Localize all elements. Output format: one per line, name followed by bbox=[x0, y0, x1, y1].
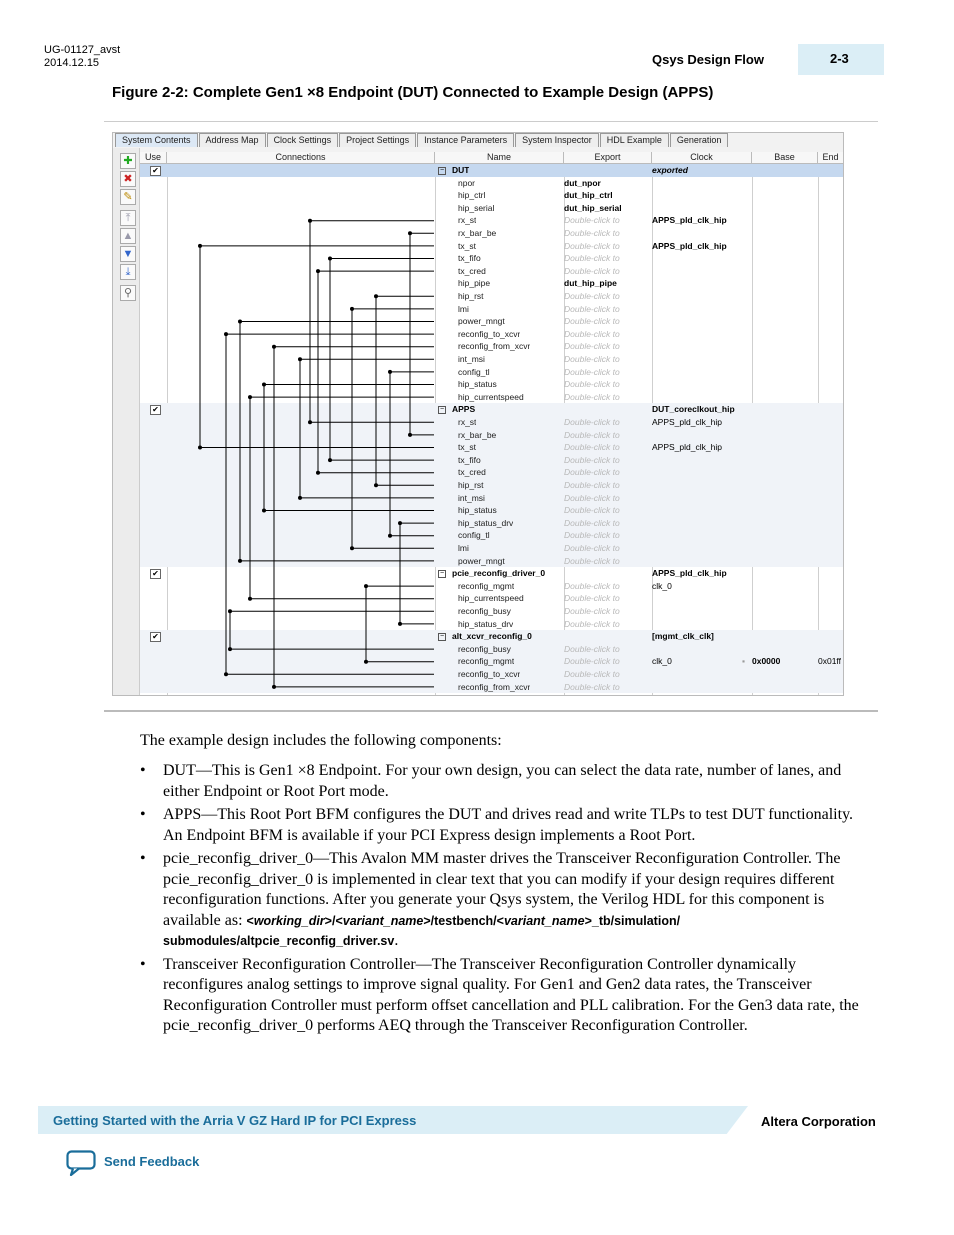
use-checkbox[interactable]: ✔ bbox=[150, 569, 161, 579]
edit-icon[interactable]: ✎ bbox=[120, 189, 136, 205]
connection-dot[interactable] bbox=[374, 483, 378, 487]
export-cell[interactable]: Double-click to bbox=[564, 366, 620, 377]
name-cell: hip_status bbox=[458, 505, 497, 516]
system-contents-table bbox=[140, 152, 843, 695]
export-cell[interactable]: dut_hip_ctrl bbox=[564, 190, 613, 201]
export-cell[interactable]: Double-click to bbox=[564, 517, 620, 528]
name-cell: power_mngt bbox=[458, 555, 505, 566]
collapse-icon[interactable]: − bbox=[439, 633, 445, 641]
clock-cell[interactable]: exported bbox=[652, 165, 688, 175]
connection-dot[interactable] bbox=[328, 257, 332, 261]
remove-icon[interactable]: ✖ bbox=[120, 171, 136, 187]
col-header-export[interactable]: Export bbox=[564, 152, 652, 164]
name-cell: power_mngt bbox=[458, 316, 505, 327]
list-item: • APPS—This Root Port BFM configures the DUT and drives read and write TLPs to test DUT functionality. An Endpoint BFM is available if your PCI Express design implements a Root Port. bbox=[140, 806, 854, 844]
export-cell[interactable]: Double-click to bbox=[564, 618, 620, 629]
name-cell: tx_cred bbox=[458, 265, 486, 276]
clock-cell[interactable]: APPS_pld_clk_hip bbox=[652, 215, 727, 226]
connection-dot[interactable] bbox=[308, 420, 312, 424]
export-cell[interactable]: Double-click to bbox=[564, 593, 620, 604]
doc-id: UG-01127_avst bbox=[44, 44, 121, 56]
export-cell[interactable]: Double-click to bbox=[564, 328, 620, 339]
collapse-icon[interactable]: − bbox=[439, 406, 445, 414]
bullet-text: pcie_reconfig_driver_0—This Avalon MM master drives the Transceiver Reconfiguration Controller. The pcie_reconfig_driver_0 is implemented in clear text that you can modify if your design requires different reconfiguration functions. After you generate your Qsys system, the Verilog HDL for this component is available as: bbox=[163, 850, 841, 929]
doc-header-info bbox=[44, 44, 120, 70]
collapse-icon[interactable]: − bbox=[439, 167, 445, 174]
export-cell[interactable]: Double-click to bbox=[564, 505, 620, 516]
qsys-tab[interactable]: HDL Example bbox=[600, 133, 669, 147]
export-cell[interactable]: Double-click to bbox=[564, 656, 620, 667]
connection-dot[interactable] bbox=[398, 622, 402, 626]
connection-wire[interactable] bbox=[376, 296, 434, 485]
clock-cell[interactable]: clk_0 bbox=[652, 656, 672, 667]
export-cell[interactable]: Double-click to bbox=[564, 606, 620, 616]
qsys-tab[interactable]: System Contents bbox=[115, 133, 198, 147]
use-checkbox[interactable]: ✔ bbox=[150, 166, 161, 176]
feedback-speech-bubble-icon[interactable] bbox=[66, 1150, 96, 1176]
qsys-tab[interactable]: Generation bbox=[670, 133, 729, 147]
clock-cell[interactable]: APPS_pld_clk_hip bbox=[652, 568, 727, 579]
footer-company: Altera Corporation bbox=[761, 1114, 876, 1129]
connection-dot[interactable] bbox=[262, 383, 266, 387]
col-header-use[interactable]: Use bbox=[140, 152, 167, 164]
export-cell[interactable]: dut_npor bbox=[564, 177, 601, 188]
export-cell[interactable]: Double-click to bbox=[564, 454, 620, 465]
export-cell[interactable]: Double-click to bbox=[564, 530, 620, 541]
name-cell: tx_st bbox=[458, 240, 476, 251]
export-cell[interactable]: Double-click to bbox=[564, 580, 620, 591]
connection-wire[interactable] bbox=[300, 359, 434, 498]
connection-dot[interactable] bbox=[408, 433, 412, 437]
component-list bbox=[140, 761, 865, 1040]
qsys-tab[interactable]: Clock Settings bbox=[267, 133, 339, 147]
connection-dot[interactable] bbox=[262, 509, 266, 513]
list-item: • Transceiver Reconfiguration Controller—The Transceiver Reconfiguration Controller dynamically reconfigures analog settings to improve signal quality. For Gen1 and Gen2 data rates, the Transceiver Reconfiguration Controller must perform offset cancellation and PLL calibration. For the Gen3 data rate, the pcie_reconfig_driver_0 performs AEQ through the Transceiver Reconfiguration Controller. bbox=[140, 955, 859, 1034]
qsys-tab[interactable]: Address Map bbox=[199, 133, 266, 147]
name-cell: config_tl bbox=[458, 366, 490, 377]
connection-dot[interactable] bbox=[198, 446, 202, 450]
export-cell[interactable]: Double-click to bbox=[564, 543, 620, 553]
clock-cell[interactable]: clk_0 bbox=[652, 580, 672, 591]
move-bottom-icon[interactable]: ⤓ bbox=[120, 264, 136, 280]
connection-dot[interactable] bbox=[228, 609, 232, 613]
export-cell[interactable]: Double-click to bbox=[564, 442, 620, 453]
export-cell[interactable]: Double-click to bbox=[564, 316, 620, 327]
qsys-tab[interactable]: Instance Parameters bbox=[417, 133, 514, 147]
name-cell: hip_currentspeed bbox=[458, 593, 524, 604]
export-cell[interactable]: Double-click to bbox=[564, 215, 620, 226]
qsys-tab[interactable]: Project Settings bbox=[339, 133, 416, 147]
connection-dot[interactable] bbox=[316, 269, 320, 273]
name-cell: hip_status_drv bbox=[458, 517, 514, 528]
export-cell[interactable]: Double-click to bbox=[564, 429, 620, 440]
name-cell: hip_currentspeed bbox=[458, 391, 524, 402]
export-cell[interactable]: Double-click to bbox=[564, 291, 620, 301]
name-cell: lmi bbox=[458, 303, 469, 314]
name-cell: tx_fifo bbox=[458, 454, 481, 465]
export-cell[interactable]: Double-click to bbox=[564, 391, 620, 402]
connection-dot[interactable] bbox=[388, 534, 392, 538]
name-cell: alt_xcvr_reconfig_0 bbox=[452, 631, 532, 642]
clock-cell[interactable]: APPS_pld_clk_hip bbox=[652, 417, 722, 427]
move-up-icon[interactable]: ▲ bbox=[120, 228, 136, 244]
name-cell: tx_cred bbox=[458, 467, 486, 478]
export-cell[interactable]: Double-click to bbox=[564, 240, 620, 251]
connection-dot[interactable] bbox=[398, 521, 402, 525]
name-cell: reconfig_from_xcvr bbox=[458, 341, 531, 352]
qsys-tab[interactable]: System Inspector bbox=[515, 133, 599, 147]
qsys-screenshot bbox=[112, 132, 844, 696]
bullet-text: Transceiver Reconfiguration Controller—The Transceiver Reconfiguration Controller dynamically reconfigures analog settings to improve signal quality. For Gen1 and Gen2 data rates, the Transceiver Reconfiguration Controller must perform offset cancellation and PLL calibration. For the Gen3 data rate, the pcie_reconfig_driver_0 performs AEQ through the Transceiver Reconfiguration Controller. bbox=[163, 955, 859, 1034]
export-cell[interactable]: Double-click to bbox=[564, 265, 620, 276]
export-cell[interactable]: Double-click to bbox=[564, 643, 620, 654]
name-cell: DUT bbox=[452, 165, 470, 175]
bullet-text: DUT—This is Gen1 ×8 Endpoint. For your own design, you can select the data rate, number of lanes, and either Endpoint or Root Port mode. bbox=[163, 762, 842, 800]
send-feedback-link[interactable]: Send Feedback bbox=[104, 1154, 200, 1169]
footer-doc-title[interactable]: Getting Started with the Arria V GZ Hard IP for PCI Express bbox=[53, 1113, 417, 1128]
name-cell: hip_rst bbox=[458, 480, 484, 490]
name-cell: reconfig_busy bbox=[458, 606, 511, 616]
connection-wires bbox=[140, 152, 843, 695]
connection-wire[interactable] bbox=[400, 523, 434, 624]
filter-icon[interactable]: ⚲ bbox=[120, 285, 136, 301]
connection-dot[interactable] bbox=[224, 672, 228, 676]
connection-dot[interactable] bbox=[350, 307, 354, 311]
export-cell[interactable]: Double-click to bbox=[564, 480, 620, 490]
col-header-base[interactable]: Base bbox=[752, 152, 818, 164]
clock-cell[interactable]: APPS_pld_clk_hip bbox=[652, 240, 727, 251]
name-cell: config_tl bbox=[458, 530, 490, 541]
bullet-text: APPS—This Root Port BFM configures the DUT and drives read and write TLPs to test DUT functionality. An Endpoint BFM is available if your PCI Express design implements a Root Port. bbox=[163, 806, 854, 844]
name-cell: reconfig_to_xcvr bbox=[458, 328, 521, 339]
connection-dot[interactable] bbox=[224, 332, 228, 336]
name-cell: int_msi bbox=[458, 492, 485, 503]
col-header-end[interactable]: End bbox=[818, 152, 844, 164]
figure-caption: Figure 2-2: Complete Gen1 ×8 Endpoint (DUT) Connected to Example Design (APPS) bbox=[112, 84, 714, 101]
connection-dot[interactable] bbox=[248, 597, 252, 601]
export-cell[interactable]: Double-click to bbox=[564, 228, 620, 238]
connection-dot[interactable] bbox=[364, 660, 368, 664]
connection-dot[interactable] bbox=[298, 496, 302, 500]
export-cell[interactable]: Double-click to bbox=[564, 467, 620, 478]
connection-dot[interactable] bbox=[408, 231, 412, 235]
name-cell: int_msi bbox=[458, 354, 485, 364]
name-cell: rx_bar_be bbox=[458, 429, 497, 440]
export-cell[interactable]: Double-click to bbox=[564, 492, 620, 503]
name-cell: hip_serial bbox=[458, 202, 495, 213]
export-cell[interactable]: Double-click to bbox=[564, 253, 620, 264]
clock-cell[interactable]: [mgmt_clk_clk] bbox=[652, 631, 714, 642]
export-cell[interactable]: Double-click to bbox=[564, 669, 620, 679]
connection-dot[interactable] bbox=[272, 685, 276, 689]
connection-dot[interactable] bbox=[308, 219, 312, 223]
intro-paragraph: The example design includes the following components: bbox=[140, 732, 502, 749]
connection-wire[interactable] bbox=[240, 322, 434, 561]
figure-top-rule bbox=[104, 121, 878, 122]
connection-dot[interactable] bbox=[350, 546, 354, 550]
qsys-toolbar bbox=[113, 148, 140, 695]
col-header-clock[interactable]: Clock bbox=[652, 152, 752, 164]
export-cell[interactable]: Double-click to bbox=[564, 681, 620, 692]
collapse-icon[interactable]: − bbox=[439, 570, 445, 578]
connection-dot[interactable] bbox=[272, 345, 276, 349]
name-cell: reconfig_busy bbox=[458, 643, 511, 654]
qsys-tab-bar bbox=[115, 133, 729, 147]
move-down-icon[interactable]: ▼ bbox=[120, 246, 136, 262]
name-cell: hip_ctrl bbox=[458, 190, 486, 201]
name-cell: reconfig_to_xcvr bbox=[458, 669, 521, 679]
name-cell: hip_status_drv bbox=[458, 618, 514, 629]
connection-wire[interactable] bbox=[352, 309, 434, 548]
export-cell[interactable]: Double-click to bbox=[564, 379, 620, 390]
connection-wire[interactable] bbox=[230, 611, 434, 649]
name-cell: pcie_reconfig_driver_0 bbox=[452, 568, 546, 579]
connection-dot[interactable] bbox=[316, 471, 320, 475]
connection-dot[interactable] bbox=[198, 244, 202, 248]
connection-dot[interactable] bbox=[364, 584, 368, 588]
section-title: Qsys Design Flow bbox=[652, 52, 764, 67]
export-cell[interactable]: Double-click to bbox=[564, 303, 620, 314]
connection-dot[interactable] bbox=[248, 395, 252, 399]
name-cell: hip_status bbox=[458, 379, 497, 390]
figure-bottom-rule bbox=[104, 710, 878, 712]
move-top-icon[interactable]: ⤒ bbox=[120, 210, 136, 226]
page-number: 2-3 bbox=[830, 51, 849, 66]
col-header-connections[interactable]: Connections bbox=[167, 152, 435, 164]
connection-dot[interactable] bbox=[388, 370, 392, 374]
connection-dot[interactable] bbox=[328, 458, 332, 462]
col-header-name[interactable]: Name bbox=[435, 152, 564, 164]
name-cell: reconfig_mgmt bbox=[458, 656, 515, 667]
clock-cell[interactable]: APPS_pld_clk_hip bbox=[652, 442, 722, 453]
name-cell: rx_st bbox=[458, 215, 477, 226]
name-cell: rx_bar_be bbox=[458, 228, 497, 238]
name-cell: npor bbox=[458, 177, 476, 188]
name-cell: tx_st bbox=[458, 442, 476, 453]
lock-icon[interactable]: ▪ bbox=[742, 656, 746, 667]
connection-dot[interactable] bbox=[298, 357, 302, 361]
name-cell: rx_st bbox=[458, 417, 477, 427]
export-cell[interactable]: dut_hip_serial bbox=[564, 202, 622, 213]
connection-wire[interactable] bbox=[390, 372, 434, 536]
doc-date: 2014.12.15 bbox=[44, 57, 100, 69]
name-cell: lmi bbox=[458, 543, 469, 553]
use-checkbox[interactable]: ✔ bbox=[150, 405, 161, 415]
name-cell: reconfig_from_xcvr bbox=[458, 681, 531, 692]
clock-cell[interactable]: DUT_coreclkout_hip bbox=[652, 404, 735, 415]
connection-dot[interactable] bbox=[374, 294, 378, 298]
export-cell[interactable]: Double-click to bbox=[564, 417, 620, 427]
list-item: • DUT—This is Gen1 ×8 Endpoint. For your own design, you can select the data rate, number of lanes, and either Endpoint or Root Port mode. bbox=[140, 762, 842, 800]
name-cell: APPS bbox=[452, 404, 476, 415]
list-item: • pcie_reconfig_driver_0—This Avalon MM master drives the Transceiver Reconfiguration Controller. The pcie_reconfig_driver_0 is implemented in clear text that you can modify if your design requires different reconfiguration functions. After you generate your Qsys system, the Verilog HDL for this component is available as: <working_dir>/<variant_name>/testbench/<variant_name>_tb/simulation/ submodules/altpcie_reconfig_driver.sv. bbox=[140, 850, 841, 949]
connection-dot[interactable] bbox=[228, 647, 232, 651]
name-cell: reconfig_mgmt bbox=[458, 580, 515, 591]
add-icon[interactable]: ✚ bbox=[120, 153, 136, 169]
connection-dot[interactable] bbox=[238, 559, 242, 563]
export-cell[interactable]: Double-click to bbox=[564, 341, 620, 352]
export-cell[interactable]: Double-click to bbox=[564, 555, 620, 566]
end-address-cell: 0x01ff bbox=[818, 656, 842, 667]
use-checkbox[interactable]: ✔ bbox=[150, 632, 161, 642]
name-cell: hip_rst bbox=[458, 291, 484, 301]
name-cell: hip_pipe bbox=[458, 278, 491, 289]
base-address-cell[interactable]: 0x0000 bbox=[752, 656, 781, 667]
name-cell: tx_fifo bbox=[458, 253, 481, 264]
connection-dot[interactable] bbox=[238, 320, 242, 324]
export-cell[interactable]: dut_hip_pipe bbox=[564, 278, 617, 289]
file-path: <working_dir>/<variant_name>/testbench/<variant_name>_tb/simulation/ submodules/altpcie_reconfig_driver.sv bbox=[163, 913, 681, 948]
export-cell[interactable]: Double-click to bbox=[564, 354, 620, 364]
